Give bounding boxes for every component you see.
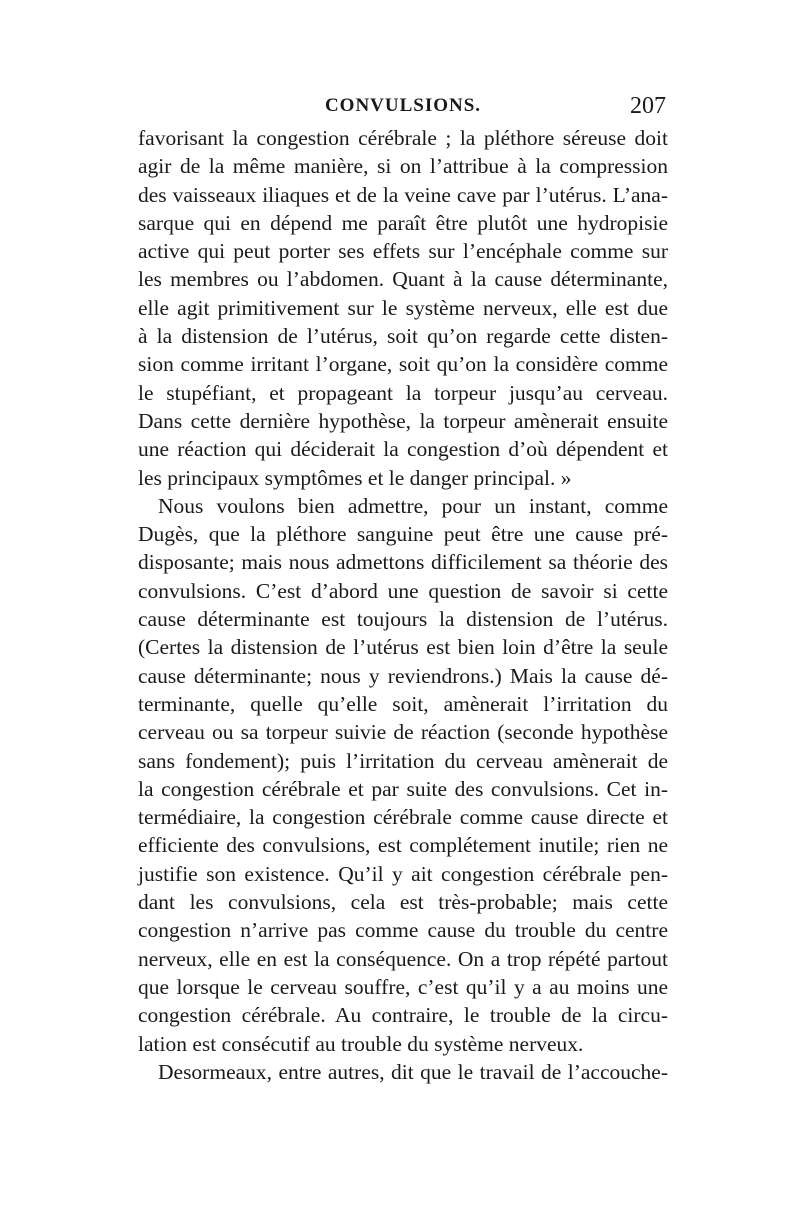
text-line: agir de la même manière, si on l’attribue à la compression: [138, 154, 668, 179]
text-line: elle agit primitivement sur le système nerveux, elle est due: [138, 295, 668, 320]
text-line: lation est consécutif au trouble du système nerveux.: [138, 1031, 584, 1056]
text-line: convulsions. C’est d’abord une question de savoir si cette: [138, 578, 668, 603]
running-head: [138, 95, 668, 125]
text-line: à la distension de l’utérus, soit qu’on regarde cette disten-: [138, 324, 668, 349]
text-line: sans fondement); puis l’irritation du cerveau amènerait de: [138, 748, 668, 773]
text-line: Nous voulons bien admettre, pour un instant, comme: [158, 493, 668, 518]
text-line: termédiaire, la congestion cérébrale comme cause directe et: [138, 805, 668, 830]
text-line: efficiente des convulsions, est complétement inutile; rien ne: [138, 833, 668, 858]
text-line: les membres ou l’abdomen. Quant à la cause déterminante,: [138, 267, 668, 292]
text-line: sion comme irritant l’organe, soit qu’on la considère comme: [138, 352, 668, 377]
text-line: des vaisseaux iliaques et de la veine cave par l’utérus. L’ana-: [138, 182, 668, 207]
text-line: justifie son existence. Qu’il y ait congestion cérébrale pen-: [138, 861, 668, 886]
text-line: disposante; mais nous admettons difficilement sa théorie des: [138, 550, 668, 575]
text-line: cause déterminante; nous y reviendrons.) Mais la cause dé-: [138, 663, 668, 688]
text-line: Desormeaux, entre autres, dit que le travail de l’accouche-: [158, 1059, 668, 1084]
text-line: Dans cette dernière hypothèse, la torpeur amènerait ensuite: [138, 408, 668, 433]
text-line: les principaux symptômes et le danger principal. »: [138, 465, 572, 490]
text-line: sarque qui en dépend me paraît être plutôt une hydropisie: [138, 210, 668, 235]
text-line: terminante, quelle qu’elle soit, amènerait l’irritation du: [138, 691, 668, 716]
text-line: que lorsque le cerveau souffre, c’est qu’il y a au moins une: [138, 974, 668, 999]
text-line: congestion n’arrive pas comme cause du trouble du centre: [138, 918, 668, 943]
text-line: cerveau ou sa torpeur suivie de réaction (seconde hypothèse: [138, 720, 668, 745]
text-line: une réaction qui déciderait la congestion d’où dépendent et: [138, 437, 668, 462]
text-line: active qui peut porter ses effets sur l’encéphale comme sur: [138, 239, 668, 264]
text-line: congestion cérébrale. Au contraire, le trouble de la circu-: [138, 1003, 668, 1028]
body-text: [138, 124, 668, 1086]
page-number: 207: [630, 93, 666, 119]
text-line: favorisant la congestion cérébrale ; la pléthore séreuse doit: [138, 126, 668, 150]
text-line: nerveux, elle en est la conséquence. On a trop répété partout: [138, 946, 668, 971]
text-line: le stupéfiant, et propageant la torpeur jusqu’au cerveau.: [138, 380, 668, 405]
running-title: CONVULSIONS.: [324, 95, 482, 116]
text-line: la congestion cérébrale et par suite des convulsions. Cet in-: [138, 776, 668, 801]
text-line: dant les convulsions, cela est très-probable; mais cette: [138, 890, 668, 915]
text-line: (Certes la distension de l’utérus est bien loin d’être la seule: [138, 635, 668, 660]
text-line: Dugès, que la pléthore sanguine peut être une cause pré-: [138, 522, 668, 547]
text-line: cause déterminante est toujours la distension de l’utérus.: [138, 607, 668, 632]
